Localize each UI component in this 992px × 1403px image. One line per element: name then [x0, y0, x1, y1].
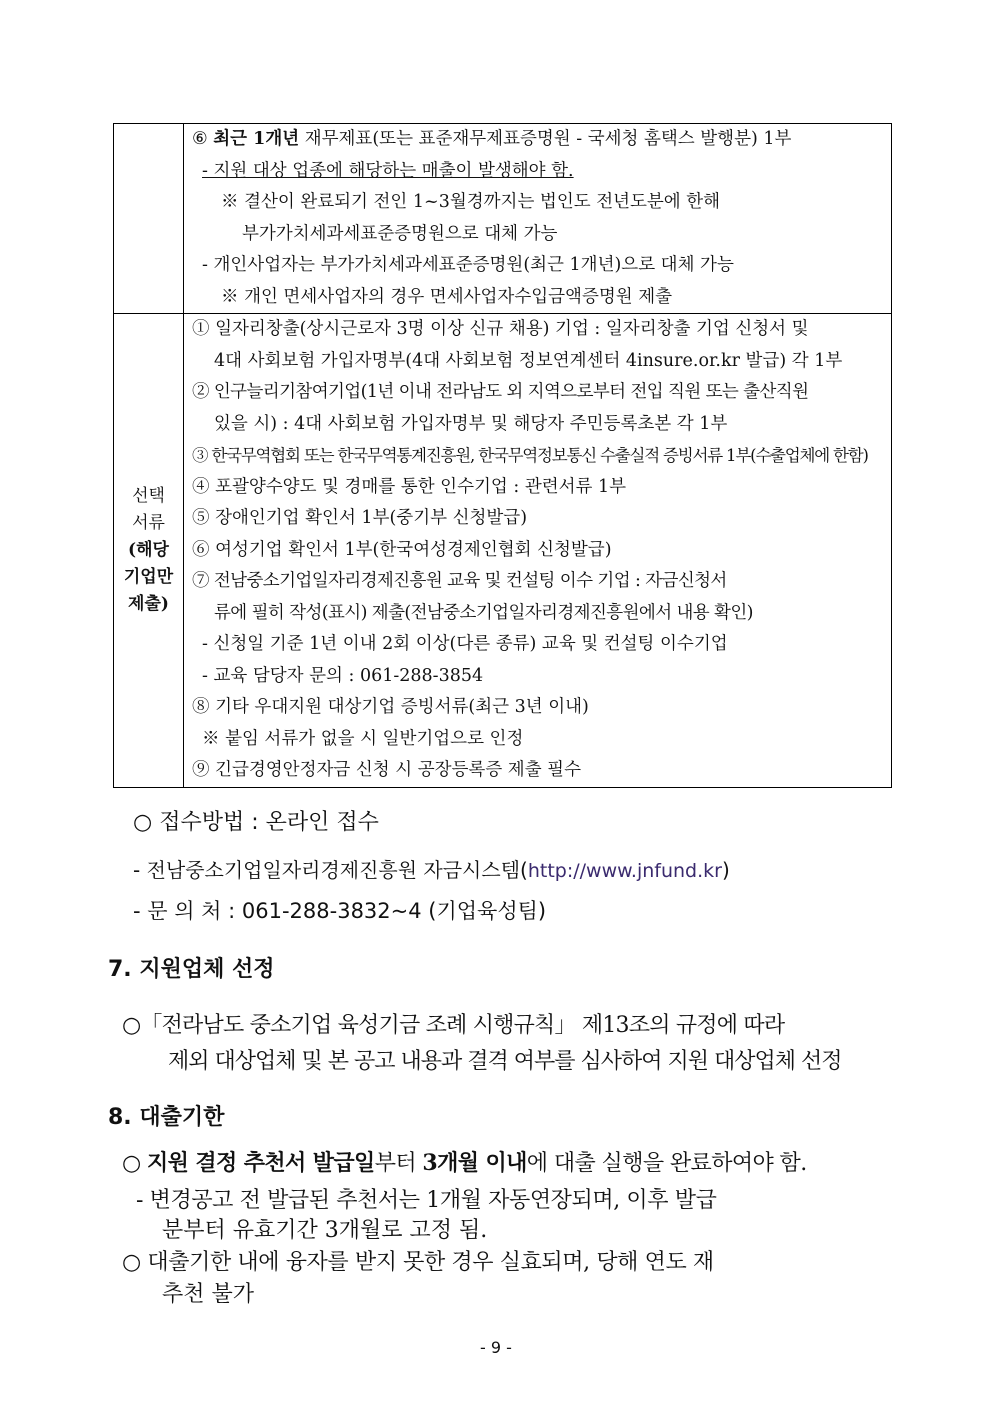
- list-item: - 개인사업자는 부가가치세과세표준증명원(최근 1개년)으로 대체 가능: [202, 255, 734, 275]
- list-item: ② 인구늘리기참여기업(1년 이내 전라남도 외 지역으로부터 전입 직원 또는 출산직원: [192, 382, 809, 402]
- section-8-line: - 변경공고 전 발급된 추천서는 1개월 자동연장되며, 이후 발급: [136, 1188, 717, 1213]
- list-item: - 신청일 기준 1년 이내 2회 이상(다른 종류) 교육 및 컨설팅 이수기업: [202, 634, 728, 654]
- table-row: [114, 314, 892, 788]
- list-item: ① 일자리창출(상시근로자 3명 이상 신규 채용) 기업 : 일자리창출 기업 신청서 및: [192, 319, 809, 339]
- list-item: ※ 붙임 서류가 없을 시 일반기업으로 인정: [202, 728, 524, 749]
- label-line: 기업만: [123, 566, 174, 587]
- list-item: ⑥ 여성기업 확인서 1부(한국여성경제인협회 신청발급): [192, 539, 612, 560]
- list-item: ⑨ 긴급경영안정자금 신청 시 공장등록증 제출 필수: [192, 760, 581, 780]
- label-line: 서류: [132, 512, 165, 533]
- section-7-heading: 7. 지원업체 선정: [108, 957, 275, 982]
- reception-system: - 전남중소기업일자리경제진흥원 자금시스템(http://www.jnfund.kr): [133, 858, 730, 882]
- label-line: (해당: [128, 539, 169, 560]
- list-item: ③ 한국무역협회 또는 한국무역통계진흥원, 한국무역정보통신 수출실적 증빙서류 1부(수출업체에 한함): [192, 446, 868, 465]
- financial-statement-cell: [184, 124, 892, 314]
- section-8-line: ○ 대출기한 내에 융자를 받지 못한 경우 실효되며, 당해 연도 재: [122, 1250, 714, 1275]
- list-item: ⑦ 전남중소기업일자리경제진흥원 교육 및 컨설팅 이수 기업 : 자금신청서: [192, 571, 727, 591]
- list-item: 류에 필히 작성(표시) 제출(전남중소기업일자리경제진흥원에서 내용 확인): [214, 602, 753, 623]
- section-7-line: ○「전라남도 중소기업 육성기금 조례 시행규칙」 제13조의 규정에 따라: [122, 1013, 785, 1038]
- section-8-heading: 8. 대출기한: [108, 1105, 225, 1130]
- label-line: 선택: [132, 485, 165, 506]
- reception-method: ○ 접수방법 : 온라인 접수: [133, 810, 379, 835]
- label-line: 제출): [128, 593, 169, 614]
- list-item: ⑧ 기타 우대지원 대상기업 증빙서류(최근 3년 이내): [192, 697, 589, 717]
- list-item: 4대 사회보험 가입자명부(4대 사회보험 정보연계센터 4insure.or.kr 발급) 각 1부: [214, 350, 843, 371]
- list-item: ※ 결산이 완료되기 전인 1~3월경까지는 법인도 전년도분에 한해: [221, 192, 721, 212]
- section-8-line: ○ 지원 결정 추천서 발급일부터 3개월 이내에 대출 실행을 완료하여야 함.: [122, 1150, 807, 1176]
- list-item: 부가가치세과세표준증명원으로 대체 가능: [242, 223, 558, 244]
- section-7-line: 제외 대상업체 및 본 공고 내용과 결격 여부를 심사하여 지원 대상업체 선정: [168, 1049, 842, 1074]
- list-item: ⑤ 장애인기업 확인서 1부(중기부 신청발급): [192, 508, 528, 528]
- system-link[interactable]: http://www.jnfund.kr: [527, 860, 722, 882]
- list-item: - 교육 담당자 문의 : 061-288-3854: [202, 665, 484, 686]
- row-label-empty: [114, 124, 184, 314]
- list-item: 있을 시) : 4대 사회보험 가입자명부 및 해당자 주민등록초본 각 1부: [214, 413, 728, 434]
- section-8-line: 분부터 유효기간 3개월로 고정 됨.: [162, 1218, 488, 1243]
- section-8-line: 추천 불가: [162, 1282, 255, 1307]
- list-item: ⑥ 최근 1개년 재무제표(또는 표준재무제표증명원 - 국세청 홈택스 발행분) 1부: [192, 129, 792, 149]
- list-item: ※ 개인 면세사업자의 경우 면세사업자수입금액증명원 제출: [221, 286, 673, 307]
- list-item: ④ 포괄양수양도 및 경매를 통한 인수기업 : 관련서류 1부: [192, 476, 627, 497]
- list-item: - 지원 대상 업종에 해당하는 매출이 발생해야 함.: [202, 160, 574, 181]
- table-row: [114, 124, 892, 314]
- page-number: - 9 -: [480, 1338, 512, 1357]
- documents-table: [113, 123, 892, 788]
- reception-contact: - 문 의 처 : 061-288-3832~4 (기업육성팀): [133, 899, 547, 923]
- optional-docs-cell: [184, 314, 892, 788]
- optional-docs-label: [114, 314, 184, 788]
